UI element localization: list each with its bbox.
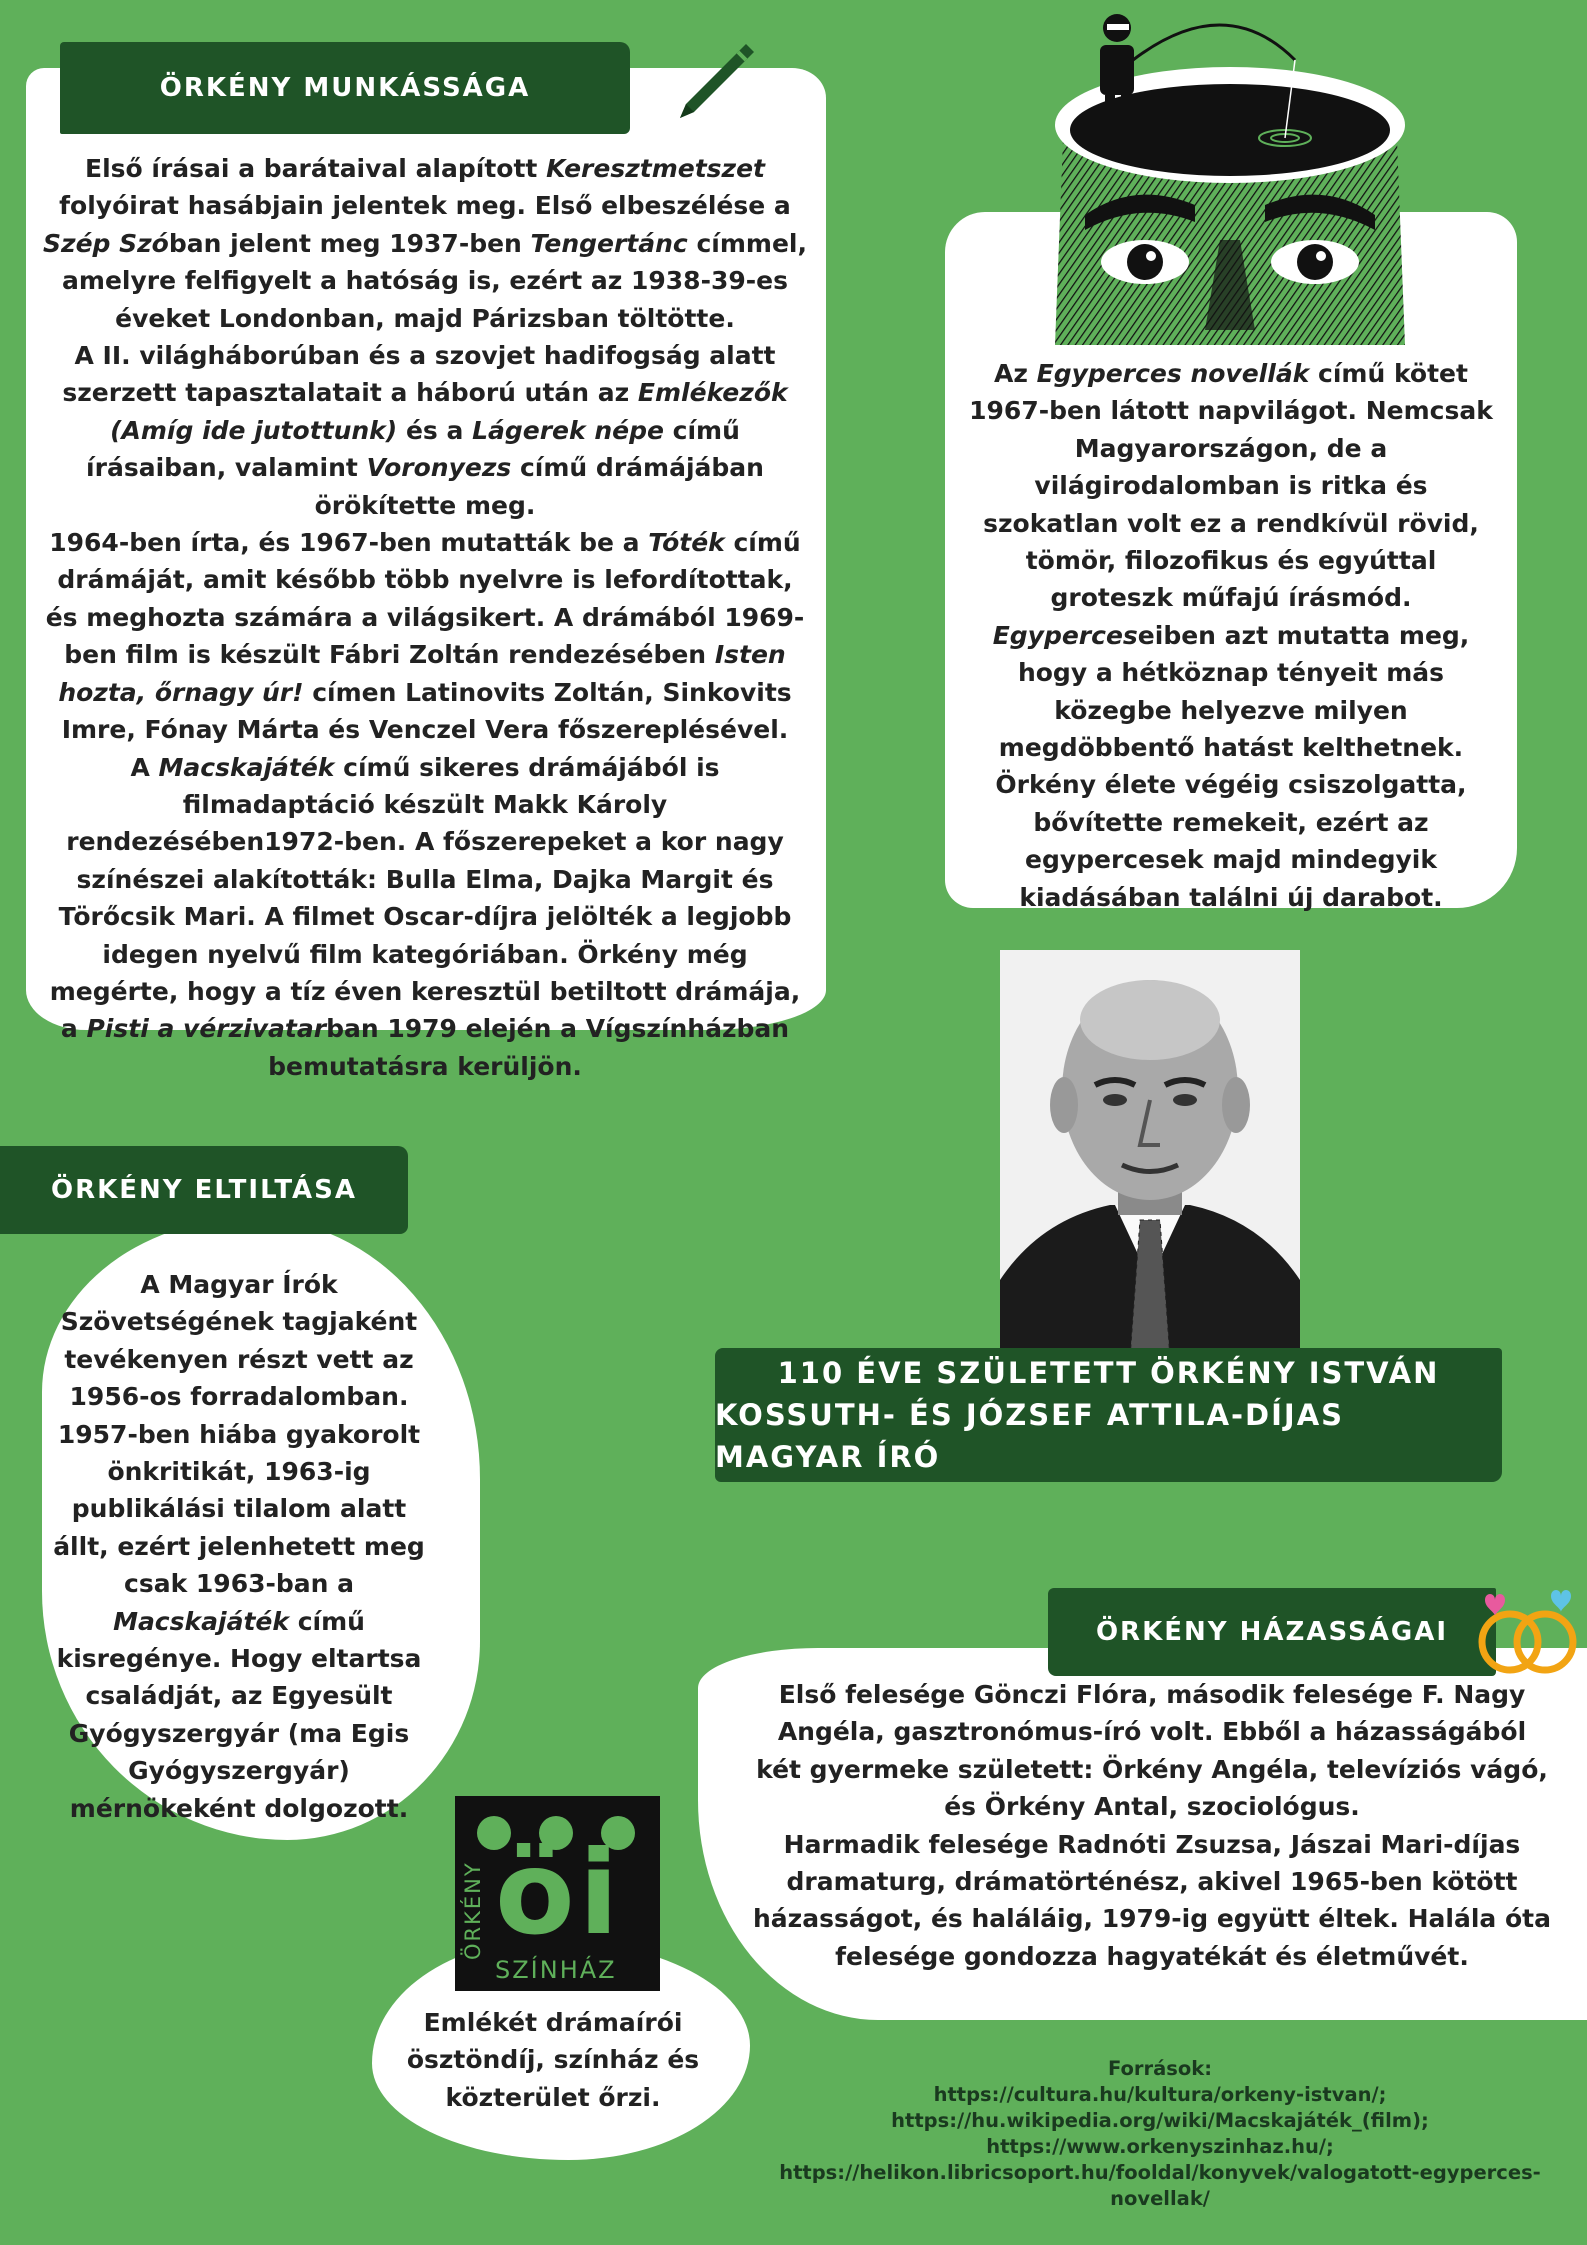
munkassag-p1: Első írásai a barátaival alapított Keresztmetszet folyóirat hasábjain jelentek meg. Első elbeszélése a Szép Szóban jelent meg 1937-ben Tengertánc címmel, amelyre felfigyelt a hatóság is, ezért az 1938-39-es éveket Londonban, majd Párizsban töltötte. <box>43 154 807 333</box>
munkassag-title: ÖRKÉNY MUNKÁSSÁGA <box>159 73 531 103</box>
hazassag-title-banner <box>1048 1588 1496 1676</box>
wedding-rings-icon <box>1465 1580 1587 1680</box>
eltiltas-p1: A Magyar Írók Szövetségének tagjaként tevékenyen részt vett az 1956-os forradalomban. 1957-ben hiába gyakorolt önkritikát, 1963-ig publikálási tilalom alatt állt, ezért jelenhetett meg csak 1963-ban a Macskajáték című kisregénye. Hogy eltartsa családját, az Egyesült Gyógyszergyár (ma Egis Gyógyszergyár) mérnökeként dolgozott. <box>53 1270 425 1823</box>
egyperces-p1: Az Egyperces novellák című kötet 1967-ben látott napvilágot. Nemcsak Magyarországon, de a világirodalomban is ritka és szokatlan volt ez a rendkívül rövid, tömör, filozofikus és egyúttal groteszk műfajú írásmód. <box>969 359 1493 613</box>
munkassag-text <box>40 150 810 1085</box>
munkassag-p3: 1964-ben írta, és 1967-ben mutatták be a Tóték című drámáját, amit később több nyelvre is lefordítottak, és meghozta számára a világsikert. A drámából 1969-ben film is készült Fábri Zoltán rendezésében Isten hozta, őrnagy úr! címen Latinovits Zoltán, Sinkovits Imre, Fónay Márta és Venczel Vera főszereplésével. <box>45 528 805 745</box>
italic-title: Egyperces <box>992 620 1138 650</box>
hazassag-p1: Első felesége Gönczi Flóra, második felesége F. Nagy Angéla, gasztronómus-író volt. Ebből a házasságából két gyermeke született: Örkény Angéla, televíziós vágó, és Örkény Antal, szociológus. <box>756 1680 1548 1822</box>
eltiltas-title-banner <box>0 1146 408 1234</box>
sources-title: Források: <box>1107 2057 1213 2080</box>
header-line1: 110 ÉVE SZÜLETETT ÖRKÉNY ISTVÁN <box>777 1356 1440 1390</box>
eltiltas-title: ÖRKÉNY ELTILTÁSA <box>50 1175 358 1205</box>
hazassag-p2: Harmadik felesége Radnóti Zsuzsa, Jászai Mari-díjas dramaturg, drámatörténész, akivel 1965-ben kötött házasságot, és haláláig, 1979-ig együtt éltek. Halála óta felesége gondozza hagyatékát és életművét. <box>753 1829 1551 1971</box>
italic-title: Lágerek népe <box>472 415 664 445</box>
hazassag-text <box>752 1676 1552 1975</box>
pen-icon <box>668 38 758 128</box>
logo-vertical-text: ÖRKÉNY <box>461 1861 485 1960</box>
italic-title: Pisti a vérzivatar <box>86 1014 327 1044</box>
egyperces-p2: Egyperceseiben azt mutatta meg, hogy a hétköznap tényeit más közegbe helyezve milyen megdöbbentő hatást kelthetnek. Örkény élete végéig csiszolgatta, bővítette remekeit, ezért az egypercesek majd mindegyik kiadásában találni új darabot. <box>992 620 1470 912</box>
source-link-1[interactable]: https://cultura.hu/kultura/orkeny-istvan/; <box>933 2083 1387 2106</box>
munkassag-title-banner <box>60 42 630 134</box>
italic-title: Tengertánc <box>530 228 688 258</box>
source-link-3[interactable]: https://www.orkenyszinhaz.hu/; <box>986 2135 1334 2158</box>
logo-big-text: öi <box>495 1826 623 1961</box>
italic-title: Keresztmetszet <box>546 154 765 183</box>
egyperces-text <box>965 355 1497 916</box>
portrait-photo <box>1000 950 1300 1358</box>
head-illustration <box>1045 0 1415 345</box>
source-link-2[interactable]: https://hu.wikipedia.org/wiki/Macskajáték_(film); <box>891 2109 1429 2132</box>
header-line2: KOSSUTH- ÉS JÓZSEF ATTILA-DÍJAS MAGYAR ÍRÓ <box>715 1398 1345 1474</box>
orkeny-szinhaz-logo <box>455 1796 660 1991</box>
italic-title: Isten hozta, őrnagy úr! <box>58 640 786 707</box>
italic-title: Macskajáték <box>158 752 335 782</box>
emlek-text <box>398 2004 708 2116</box>
eltiltas-text <box>48 1266 430 1827</box>
italic-title: Emlékezők (Amíg ide jutottunk) <box>110 378 788 445</box>
hazassag-title: ÖRKÉNY HÁZASSÁGAI <box>1095 1617 1449 1647</box>
munkassag-p4: A Macskajáték című sikeres drámájából is filmadaptáció készült Makk Károly rendezésében1972-ben. A főszerepeket a kor nagy színészei alakították: Bulla Elma, Dajka Margit és Törőcsik Mari. A filmet Oscar-díjra jelölték a legjobb idegen nyelvű film kategóriában. Örkény még megérte, hogy a tíz éven keresztül betiltott drámája, a Pisti a vérzivatarban 1979 elején a Vígszínházban bemutatásra kerüljön. <box>49 752 801 1081</box>
header-banner <box>715 1348 1502 1482</box>
italic-title: Voronyezs <box>366 453 512 483</box>
italic-title: Macskajáték <box>113 1606 289 1636</box>
emlek-p: Emlékét drámaírói ösztöndíj, színház és közterület őrzi. <box>406 2008 700 2112</box>
munkassag-p2: A II. világháborúban és a szovjet hadifogság alatt szerzett tapasztalatait a háború után az Emlékezők (Amíg ide jutottunk) és a Lágerek népe című írásaiban, valamint Voronyezs című drámájában örökítette meg. <box>62 341 788 520</box>
sources-block <box>740 2056 1580 2212</box>
logo-bottom-text: SZÍNHÁZ <box>495 1956 617 1984</box>
italic-title: Tóték <box>648 528 725 558</box>
italic-title: Szép Szó <box>43 228 169 258</box>
source-link-4[interactable]: https://helikon.libricsoport.hu/fooldal/konyvek/valogatott-egyperces-novellak/ <box>779 2161 1541 2210</box>
italic-title: Egyperces novellák <box>1036 359 1310 388</box>
